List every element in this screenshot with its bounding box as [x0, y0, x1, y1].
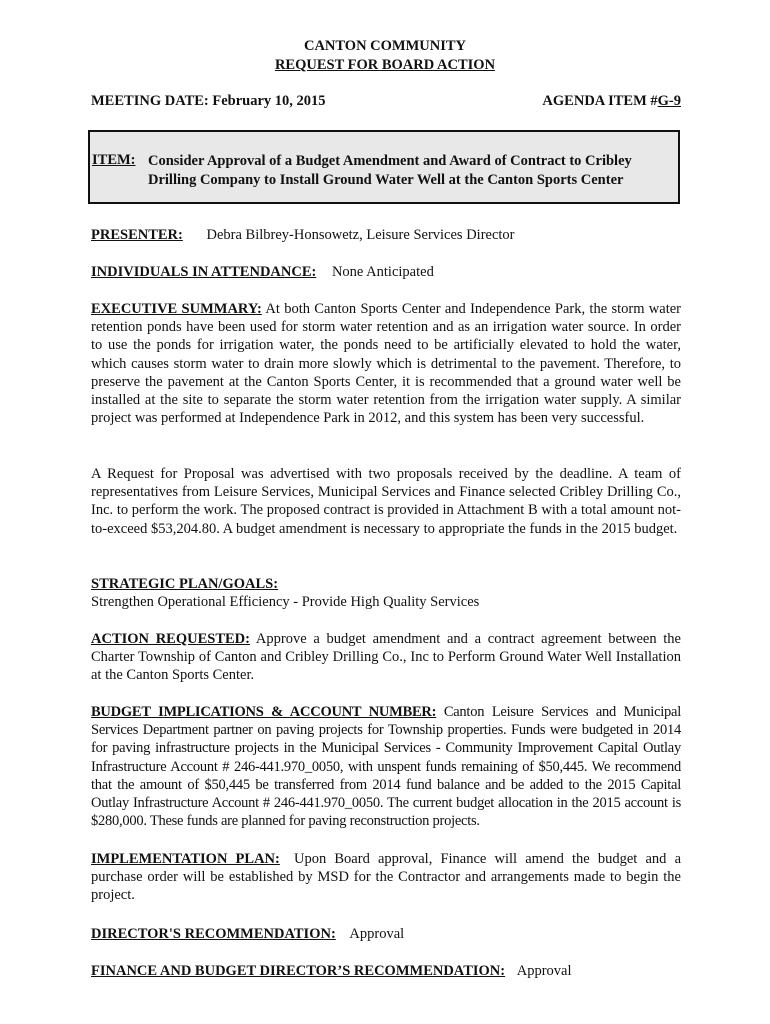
implementation-plan [91, 850, 681, 905]
action-requested-label: ACTION REQUESTED: [91, 631, 250, 647]
finance-recommendation-value: Approval [516, 963, 572, 979]
executive-summary-p1: At both Canton Sports Center and Independence Park, the storm water retention ponds have been used for storm water retention and as an irrigation water source. In order to use the ponds for irrigation water, the ponds need to be artificially elevated to hold the water, which causes storm water to drain more slowly which is detrimental to the pavement. Therefore, to preserve the pavement at the Canton Sports Center, it is recommended that a ground water well be installed at the site to separate the storm water retention from the irrigation water supply. A similar project was performed at Independence Park in 2012, and this system has been very successful. [91, 301, 682, 427]
action-requested [91, 630, 681, 685]
item-text: Consider Approval of a Budget Amendment and Award of Contract to Cribley Drilling Company to Install Ground Water Well at the Canton Sports Center [148, 153, 632, 188]
executive-summary-label: EXECUTIVE SUMMARY: [91, 301, 262, 317]
action-requested-value: Approve a budget amendment and a contract agreement between the Charter Township of Canton and Cribley Drilling Co., Inc to Perform Ground Water Well Installation at the Canton Sports Center. [91, 631, 681, 684]
attendance-value: None Anticipated [331, 264, 434, 280]
executive-summary [91, 300, 681, 427]
attendance-row [91, 263, 681, 281]
implementation-plan-value: Upon Board approval, Finance will amend the budget and a purchase order will be established by MSD for the Contractor and arrangements made to begin the project. [91, 851, 682, 904]
agenda-item-label: AGENDA ITEM # [542, 93, 658, 109]
item-box [88, 130, 680, 204]
meeting-row [91, 93, 681, 110]
meeting-date: February 10, 2015 [212, 93, 326, 109]
implementation-plan-label: IMPLEMENTATION PLAN: [91, 851, 280, 867]
presenter-label: PRESENTER: [91, 227, 183, 243]
item-label: ITEM: [92, 152, 136, 168]
org-title: CANTON COMMUNITY [303, 38, 467, 54]
director-recommendation-value: Approval [349, 926, 405, 942]
summary-paragraph-2: A Request for Proposal was advertised with two proposals received by the deadline. A team of representatives from Leisure Services, Municipal Services and Finance selected Cribley Drilling Co., Inc. to perform the work. The proposed contract is provided in Attachment B with a total amount not-to-exceed $53,204.80. A budget amendment is necessary to appropriate the funds in the 2015 budget. [91, 466, 681, 537]
budget-implications [91, 703, 681, 830]
presenter-row [91, 226, 681, 244]
attendance-label: INDIVIDUALS IN ATTENDANCE: [91, 264, 317, 280]
finance-recommendation [91, 962, 681, 980]
director-recommendation-label: DIRECTOR'S RECOMMENDATION: [91, 926, 336, 942]
strategic-label: STRATEGIC PLAN/GOALS: [91, 576, 279, 592]
strategic-label-row [91, 575, 681, 593]
director-recommendation [91, 925, 681, 943]
agenda-item [542, 93, 681, 110]
document-title: REQUEST FOR BOARD ACTION [274, 57, 496, 73]
finance-recommendation-label: FINANCE AND BUDGET DIRECTOR’S RECOMMENDATION: [91, 963, 506, 979]
budget-implications-value: Canton Leisure Services and Municipal Services Department partner on paving projects for Township properties. Funds were budgeted in 2014 for paving infrastructure projects in the Municipal Services - Community Improvement Capital Outlay Infrastructure Account # 246-441.970_0050, with unspent funds remaining of $50,445. We recommend that the amount of $50,445 be transferred from 2014 fund balance and be added to the 2015 Capital Outlay Infrastructure Account # 246-441.970_0050. The current budget allocation in the 2015 account is $280,000. These funds are planned for paving reconstruction projects. [91, 704, 681, 830]
presenter-value: Debra Bilbrey-Honsowetz, Leisure Services Director [206, 227, 515, 243]
budget-implications-label: BUDGET IMPLICATIONS & ACCOUNT NUMBER: [91, 704, 437, 720]
strategic-value: Strengthen Operational Efficiency - Provide High Quality Services [91, 594, 480, 610]
agenda-item-number: G-9 [657, 93, 681, 109]
meeting-date-label: MEETING DATE: [91, 93, 209, 109]
